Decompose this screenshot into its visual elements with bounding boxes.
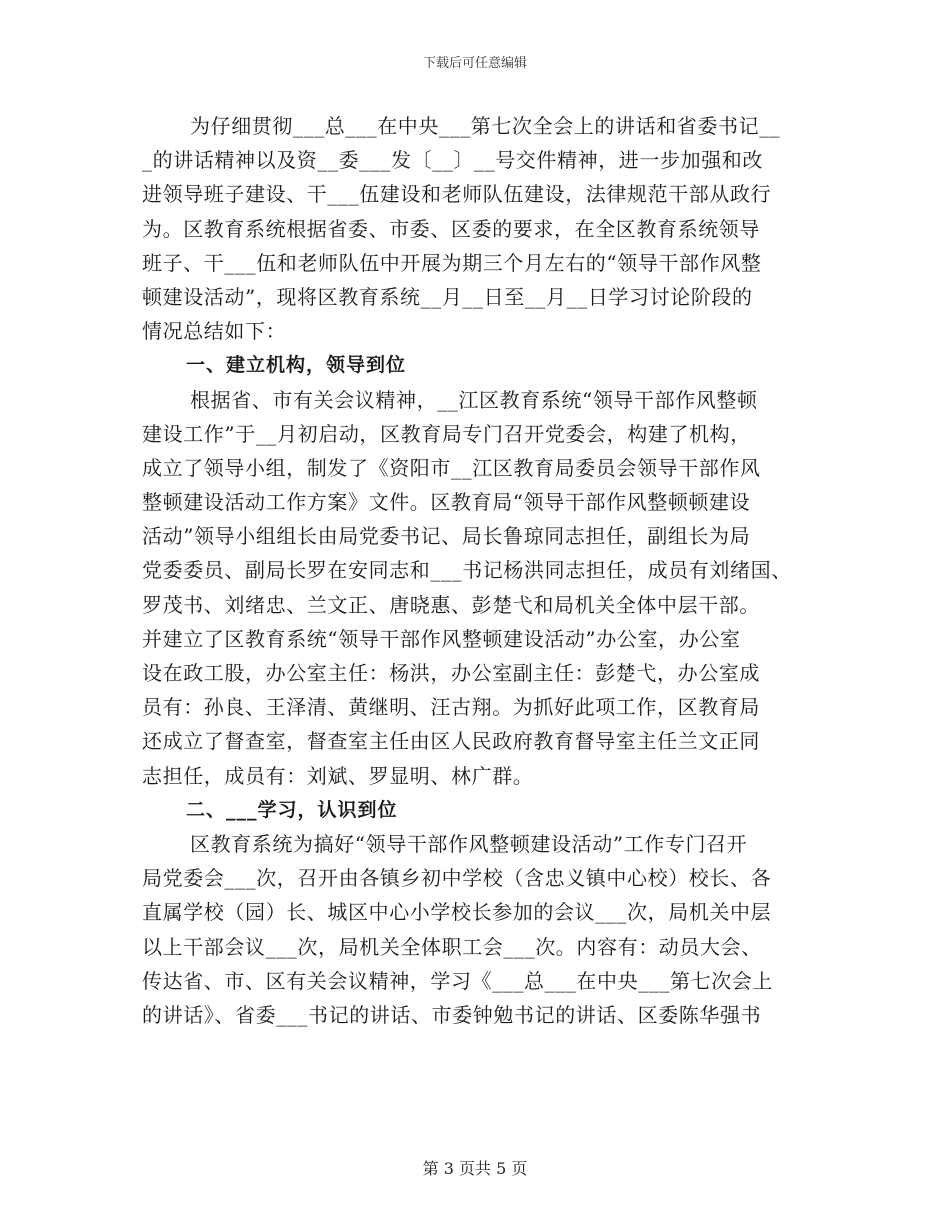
document-body bbox=[142, 109, 802, 1032]
text-line: 根据省、市有关会议精神，__江区教育系统“领导干部作风整顿 bbox=[190, 387, 758, 412]
text-line: 进领导班子建设、干___伍建设和老师队伍建设，法律规范干部从政行 bbox=[142, 182, 772, 207]
text-line: 情况总结如下： bbox=[142, 319, 287, 344]
text-line: 成立了领导小组，制发了《资阳市__江区教育局委员会领导干部作风 bbox=[142, 455, 761, 480]
section-heading: 一、建立机构，领导到位 bbox=[186, 354, 407, 377]
text-line: 局党委会___次，召开由各镇乡初中学校（含忠义镇中心校）校长、各 bbox=[142, 866, 772, 891]
text-line: 区教育系统为搞好“领导干部作风整顿建设活动”工作专门召开 bbox=[190, 831, 748, 856]
text-line: 为。区教育系统根据省委、市委、区委的要求，在全区教育系统领导 bbox=[142, 216, 760, 241]
text-line: 建设工作”于__月初启动，区教育局专门召开党委会，构建了机构， bbox=[142, 421, 751, 446]
header-note: 下载后可任意编辑 bbox=[422, 56, 527, 71]
text-line: 党委委员、副局长罗在安同志和___书记杨洪同志担任，成员有刘绪国、 bbox=[142, 558, 792, 583]
section-heading: 二、___学习，认识到位 bbox=[186, 798, 398, 821]
text-line: _的讲话精神以及资__委___发〔__〕__号交件精神，进一步加强和改 bbox=[142, 148, 763, 173]
text-line: 整顿建设活动工作方案》文件。区教育局“领导干部作风整顿顿建设 bbox=[142, 490, 751, 515]
text-line: 为仔细贯彻___总___在中央___第七次全会上的讲话和省委书记__ bbox=[190, 114, 781, 138]
page-footer: 第 3 页共 5 页 bbox=[422, 1159, 528, 1178]
text-line: 以上干部会议___次，局机关全体职工会___次。内容有：动员大会、 bbox=[142, 934, 762, 959]
text-line: 班子、干___伍和老师队伍中开展为期三个月左右的“领导干部作风整 bbox=[142, 250, 762, 275]
text-line: 顿建设活动”，现将区教育系统__月__日至__月__日学习讨论阶段的 bbox=[142, 284, 753, 309]
text-line: 还成立了督查室，督查室主任由区人民政府教育督导室主任兰文正同 bbox=[142, 729, 760, 754]
text-line: 罗茂书、刘绪忠、兰文正、唐晓惠、彭楚弋和局机关全体中层干部。 bbox=[142, 592, 760, 617]
text-line: 员有：孙良、王泽清、黄继明、汪古翔。为抓好此项工作，区教育局 bbox=[142, 695, 760, 720]
text-line: 志担任，成员有：刘斌、罗显明、林广群。 bbox=[142, 763, 534, 788]
text-line: 并建立了区教育系统“领导干部作风整顿建设活动”办公室，办公室 bbox=[142, 626, 741, 651]
text-line: 设在政工股，办公室主任：杨洪，办公室副主任：彭楚弋，办公室成 bbox=[142, 661, 760, 685]
text-line: 直属学校（园）长、城区中心小学校长参加的会议___次，局机关中层 bbox=[142, 900, 772, 925]
text-line: 活动”领导小组组长由局党委书记、局长鲁琼同志担任，副组长为局 bbox=[142, 524, 751, 549]
text-line: 传达省、市、区有关会议精神，学习《___总___在中央___第七次会上 bbox=[142, 968, 773, 993]
text-line: 的讲话》、省委___书记的讲话、市委钟勉书记的讲话、区委陈华强书 bbox=[142, 1002, 762, 1027]
